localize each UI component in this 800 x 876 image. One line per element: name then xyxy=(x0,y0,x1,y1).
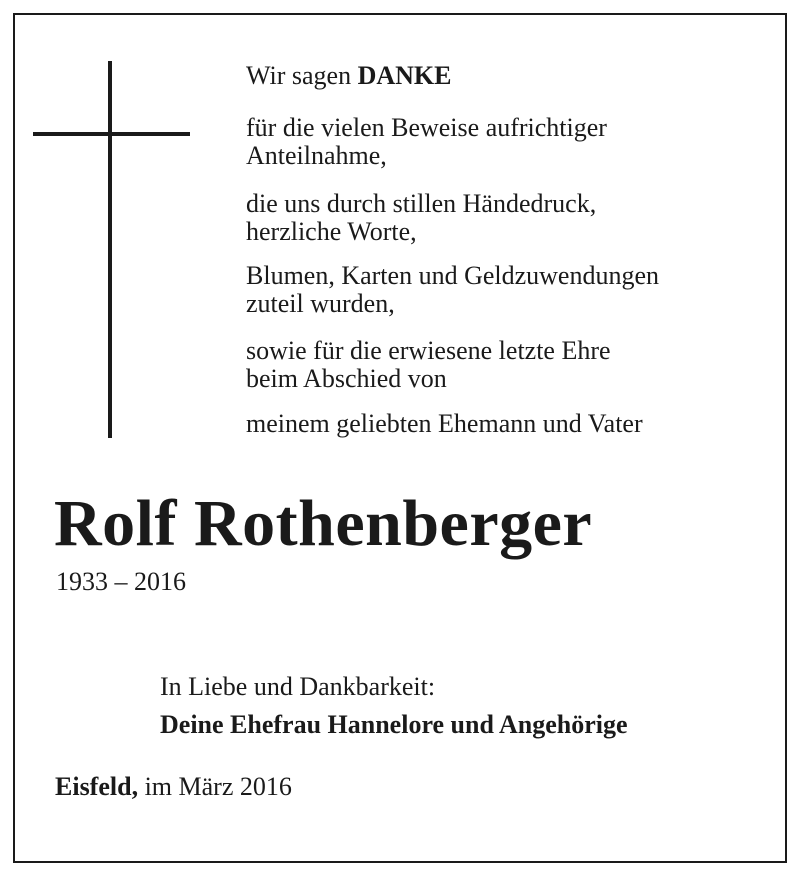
verse-line-4: die uns durch stillen Händedruck, xyxy=(246,189,597,218)
verse-line xyxy=(246,114,607,170)
verse-line-3: Anteilnahme, xyxy=(246,141,387,170)
verse-line xyxy=(246,337,611,393)
place-date-text: im März 2016 xyxy=(138,772,292,801)
verse-line-9: beim Abschied von xyxy=(246,364,447,393)
verse-line-6: Blumen, Karten und Geldzuwendungen xyxy=(246,261,660,290)
place-date xyxy=(55,772,292,802)
cross-icon-vertical-bar xyxy=(108,61,112,438)
verse-line-7: zuteil wurden, xyxy=(246,289,395,318)
verse-line-8: sowie für die erwiesene letzte Ehre xyxy=(246,336,611,365)
place-town: Eisfeld, xyxy=(55,772,139,801)
thanks-heading-bold: DANKE xyxy=(357,61,452,90)
verse-line xyxy=(246,262,659,318)
verse-line-5: herzliche Worte, xyxy=(246,217,417,246)
life-years: 1933 – 2016 xyxy=(56,567,186,596)
verse-line xyxy=(246,190,596,246)
closing-signature: Deine Ehefrau Hannelore und Angehörige xyxy=(160,710,628,739)
cross-icon-horizontal-bar xyxy=(33,132,190,136)
verse-line-10: meinem geliebten Ehemann und Vater xyxy=(246,409,643,438)
verse-line-2: für die vielen Beweise aufrichtiger xyxy=(246,113,607,142)
thanks-heading xyxy=(246,62,452,90)
thanks-heading-prefix: Wir sagen xyxy=(246,61,358,90)
deceased-name: Rolf Rothenberger xyxy=(54,487,593,560)
closing-intro: In Liebe und Dankbarkeit: xyxy=(160,672,436,701)
